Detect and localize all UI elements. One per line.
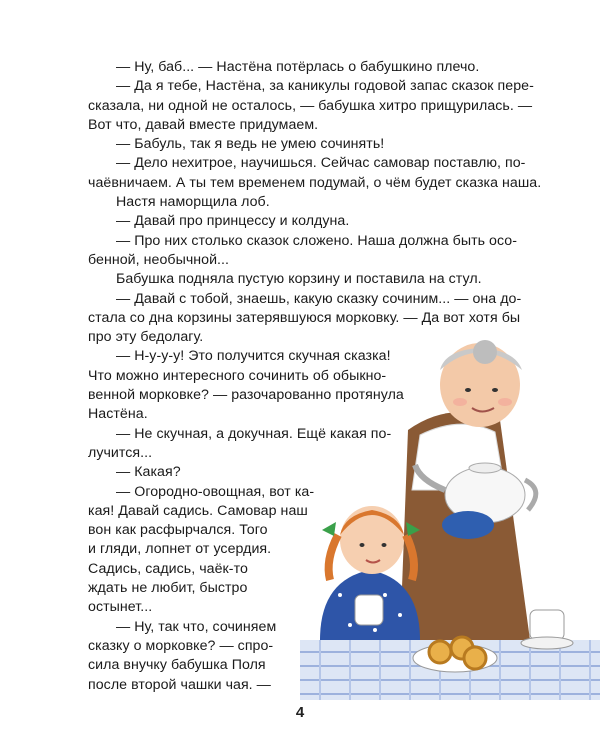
text-line: про эту бедолагу. bbox=[88, 329, 204, 346]
text-line: — Не скучная, а докучная. Ещё какая по- bbox=[116, 425, 392, 442]
page-number: 4 bbox=[295, 704, 305, 721]
text-line: после второй чашки чая. — bbox=[88, 676, 271, 693]
text-line: остынет... bbox=[88, 599, 153, 616]
text-line: Садись, садись, чаёк-то bbox=[88, 560, 248, 577]
text-line: — Какая? bbox=[116, 464, 181, 481]
text-line: — Давай про принцессу и колдуна. bbox=[116, 213, 350, 230]
text-line: и гляди, лопнет от усердия. bbox=[88, 541, 272, 558]
text-line: — Н-у-у-у! Это получится скучная сказка! bbox=[116, 348, 391, 365]
text-line: Настёна. bbox=[88, 406, 148, 423]
text-line: — Бабуль, так я ведь не умею сочинять! bbox=[116, 136, 385, 153]
text-line: кая! Давай садись. Самовар наш bbox=[88, 502, 308, 519]
text-line: сказку о морковке? — спро- bbox=[88, 637, 274, 654]
text-line: — Дело нехитрое, научишься. Сейчас самовар поставлю, по- bbox=[116, 155, 526, 172]
text-line: Настя наморщила лоб. bbox=[116, 194, 270, 211]
text-line: — Огородно-овощная, вот ка- bbox=[116, 483, 315, 500]
text-line: сказала, ни одной не осталось, — бабушка хитро прищурилась. — bbox=[88, 97, 533, 114]
text-line: лучится... bbox=[88, 444, 153, 461]
text-line: — Давай с тобой, знаешь, какую сказку сочиним... — она до- bbox=[116, 290, 522, 307]
text-line: бенной, необычной... bbox=[88, 251, 230, 268]
text-line: вон как расфырчался. Того bbox=[88, 522, 268, 539]
text-line: Бабушка подняла пустую корзину и поставила на стул. bbox=[116, 271, 482, 288]
text-line: — Ну, так что, сочиняем bbox=[116, 618, 277, 635]
text-line: — Ну, баб... — Настёна потёрлась о бабушкино плечо. bbox=[116, 59, 480, 75]
text-line: венной морковке? — разочарованно протянула bbox=[88, 387, 404, 404]
text-line: сила внучку бабушка Поля bbox=[88, 657, 266, 674]
text-line: — Про них столько сказок сложено. Наша должна быть осо- bbox=[116, 232, 518, 249]
text-line: Что можно интересного сочинить об обыкно- bbox=[88, 367, 387, 384]
text-line: чаёвничаем. А ты тем временем подумай, о чём будет сказка наша. bbox=[88, 174, 542, 191]
text-line: — Да я тебе, Настёна, за каникулы годовой запас сказок пере- bbox=[116, 78, 534, 95]
text-line: стала со дна корзины затерявшуюся морковку. — Да вот хотя бы bbox=[88, 309, 521, 326]
text-line: Вот что, давай вместе придумаем. bbox=[88, 116, 319, 133]
text-line: ждать не любит, быстро bbox=[88, 580, 248, 597]
tea-party-illustration bbox=[300, 340, 600, 700]
glove bbox=[442, 511, 494, 539]
